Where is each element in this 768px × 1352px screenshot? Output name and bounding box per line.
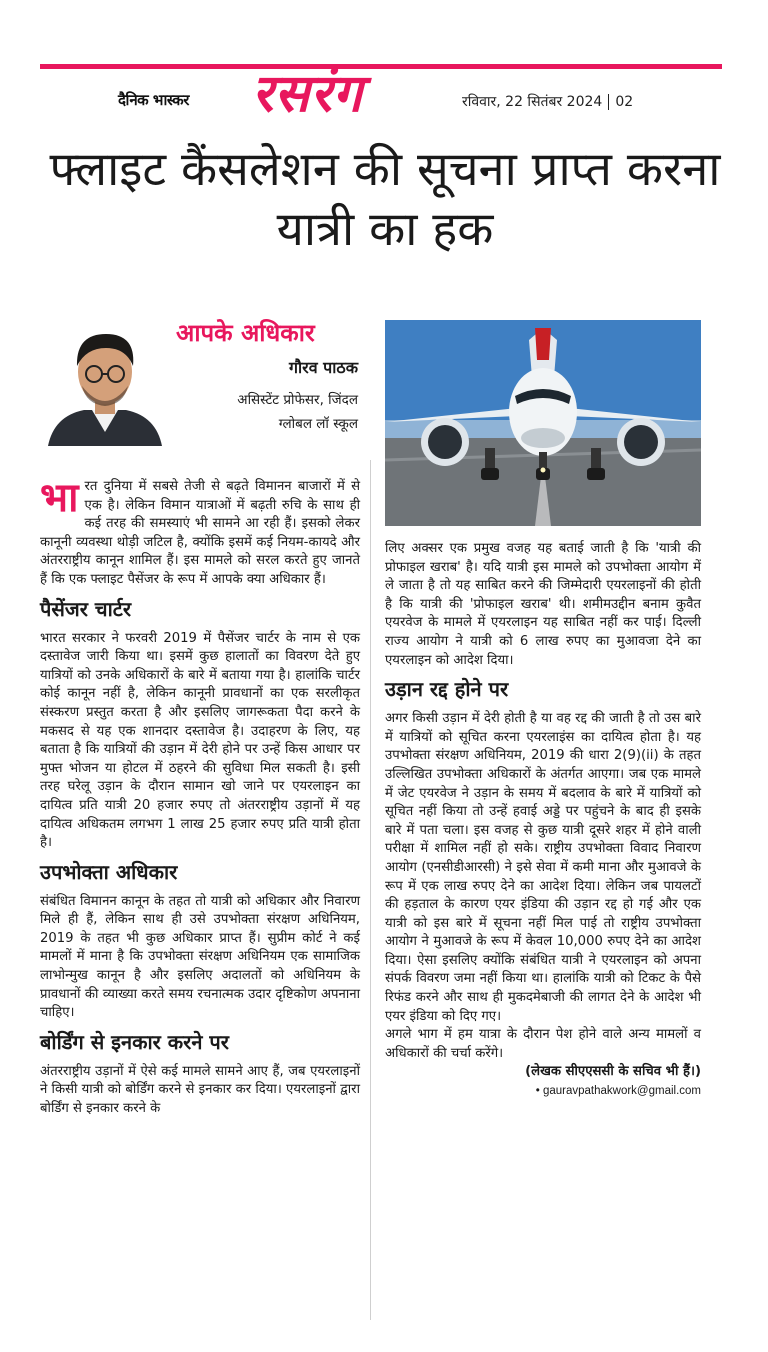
dateline: [462, 92, 633, 111]
author-name: गौरव पाठक: [289, 358, 358, 377]
closing-paragraph: अगले भाग में हम यात्रा के दौरान पेश होने वाले अन्य मामलों व अधिकारों की चर्चा करेंगे।: [385, 1027, 701, 1061]
section-masthead: रसरंग: [252, 64, 363, 124]
drop-cap: भा: [40, 475, 79, 521]
article-column-right: [385, 540, 701, 1101]
issue-date: रविवार, 22 सितंबर 2024: [462, 94, 603, 110]
column-divider: [370, 460, 371, 1320]
article-column-left: [40, 475, 360, 1119]
author-portrait: [40, 320, 170, 446]
page-number: 02: [615, 94, 634, 110]
section-heading-charter: पैसेंजर चार्टर: [40, 596, 132, 621]
masthead-rule: [40, 64, 722, 69]
intro-text: रत दुनिया में सबसे तेजी से बढ़ते विमानन बाजारों में से एक है। लेकिन विमान यात्राओं में बढ़ती रुचि के साथ ही कई तरह की समस्याएं भी सामने आ रही हैं। इसको लेकर कानूनी व्यवस्था थोड़ी जटिल है, क्योंकि इसमें कई नियम-कायदे और अंतरराष्ट्रीय कानून शामिल हैं। इस मामले को सरल करते हुए जानते हैं कि एक फ्लाइट पैसेंजर के रूप में आपके क्या अधिकार हैं।: [40, 479, 360, 587]
section-text-consumer-rights: संबंधित विमानन कानून के तहत तो यात्री को अधिकार और निवारण मिले ही हैं, लेकिन साथ ही उसे उपभोक्ता संरक्षण अधिनियम, 2019 के तहत भी कुछ अधिकार प्राप्त हैं। सुप्रीम कोर्ट ने कई मामलों में माना है कि उपभोक्ता संरक्षण अधिनियम एक सामाजिक लाभोन्मुख कानून है और इसलिए अदालतों को अधिनियम के प्रावधानों की व्याख्या करते समय रचनात्मक उदार दृष्टिकोण अपनाना चाहिए।: [40, 893, 360, 1021]
page-title: फ्लाइट कैंसलेशन की सूचना प्राप्त करना यात्री का हक: [49, 142, 721, 257]
section-text-denied-boarding-part1: अंतरराष्ट्रीय उड़ानों में ऐसे कई मामले सामने आए हैं, जब एयरलाइनों ने किसी यात्री को बोर्डिंग करने से इनकार कर दिया। एयरलाइनों द्वारा बोर्डिंग से इनकार करने के: [40, 1063, 360, 1117]
column-title: आपके अधिकार: [176, 319, 315, 347]
author-designation: असिस्टेंट प्रोफेसर, जिंदल ग्लोबल लॉ स्कूल: [237, 392, 358, 432]
intro-paragraph: [40, 475, 360, 590]
airplane-photo: [385, 320, 701, 526]
section-text-charter: भारत सरकार ने फरवरी 2019 में पैसेंजर चार्टर के नाम से एक दस्तावेज जारी किया था। इसमें कुछ हालातों का विवरण देते हुए यात्रियों को उनके अधिकारों के बारे में बताया गया है। हालांकि चार्टर कोई कानून नहीं है, लेकिन कानूनी प्रावधानों का एक सरलीकृत संस्करण प्रस्तुत करता है और इसलिए जागरूकता पैदा करने के मकसद से यह एक शानदार दस्तावेज है। उदाहरण के लिए, यह बताता है कि यात्रियों की उड़ान में देरी होने पर उन्हें किस आधार पर मुफ्त भोजन या होटल में ठहरने की सुविधा मिल सकती है। इसी तरह घरेलू उड़ान के दौरान सामान खो जाने पर एयरलाइन का दायित्व प्रति यात्री 20 हजार रुपए तो अंतरराष्ट्रीय उड़ानों में यह दायित्व अधिकतम लगभग 1 लाख 25 हजार रुपए प्रति यात्री होता है।: [40, 630, 360, 851]
author-email: • gauravpathakwork@gmail.com: [535, 1085, 701, 1098]
section-heading-denied-boarding: बोर्डिंग से इनकार करने पर: [40, 1029, 229, 1054]
author-note: (लेखक सीएएससी के सचिव भी हैं।): [525, 1064, 701, 1080]
email-text: gauravpathakwork@gmail.com: [542, 1085, 701, 1098]
section-heading-consumer-rights: उपभोक्ता अधिकार: [40, 859, 178, 884]
newspaper-brand: दैनिक भास्कर: [118, 91, 189, 109]
section-text-cancellation: अगर किसी उड़ान में देरी होती है या वह रद्द की जाती है तो उस बारे में यात्रियों को सूचित करना एयरलाइंस का दायित्व होता है। यह उपभोक्ता संरक्षण अधिनियम, 2019 की धारा 2(9)(ii) के तहत उल्लिखित उपभोक्ता अधिकारों के अंतर्गत आएगा। जब एक मामले में जेट एयरवेज ने उड़ान के समय में बदलाव के बारे में यात्रियों को सूचित नहीं किया तो उन्हें हवाई अड्डे पर पहुंचने के बाद ही इसके बारे में पता चला। इस वजह से कुछ यात्री दूसरे शहर में होने वाली परीक्षा में शामिल नहीं हो सके। राष्ट्रीय उपभोक्ता विवाद निवारण आयोग (एनसीडीआरसी) ने इसे सेवा में कमी माना और मुआवजे के रूप में एक लाख रुपए देने का आदेश दिया। लेकिन जब पायलटों की हड़ताल के कारण एयर इंडिया की उड़ान रद्द हो गई और एक यात्री को इस बारे में सूचना नहीं मिल पाई तो राष्ट्रीय उपभोक्ता आयोग ने मुआवजे के रूप में केवल 10,000 रुपए देने का आदेश दिया। ऐसा इसलिए क्योंकि संबंधित यात्री ने एयरलाइन को अपना संपर्क विवरण जमा नहीं किया था। हालांकि यात्री को टिकट के पैसे रिफंड करने और साथ ही मुकदमेबाजी की लागत देने के आदेश भी एयर इंडिया को दिए गए।: [385, 711, 701, 1024]
section-text-denied-boarding-part2: लिए अक्सर एक प्रमुख वजह यह बताई जाती है कि 'यात्री की प्रोफाइल खराब' है। यदि यात्री इस मामले को उपभोक्ता आयोग में ले जाता है तो यह साबित करने की जिम्मेदारी एयरलाइनों की होती है कि यात्री की 'प्रोफाइल खराब' थी। शमीमउद्दीन बनाम कुवैत एयरवेज के मामले में एयरलाइन यह साबित नहीं कर पाई। दिल्ली राज्य आयोग ने यात्री को 6 लाख रुपए का मुआवजा देने का एयरलाइन को आदेश दिया।: [385, 541, 701, 668]
divider: [608, 94, 609, 110]
section-heading-cancellation: उड़ान रद्द होने पर: [385, 677, 509, 702]
